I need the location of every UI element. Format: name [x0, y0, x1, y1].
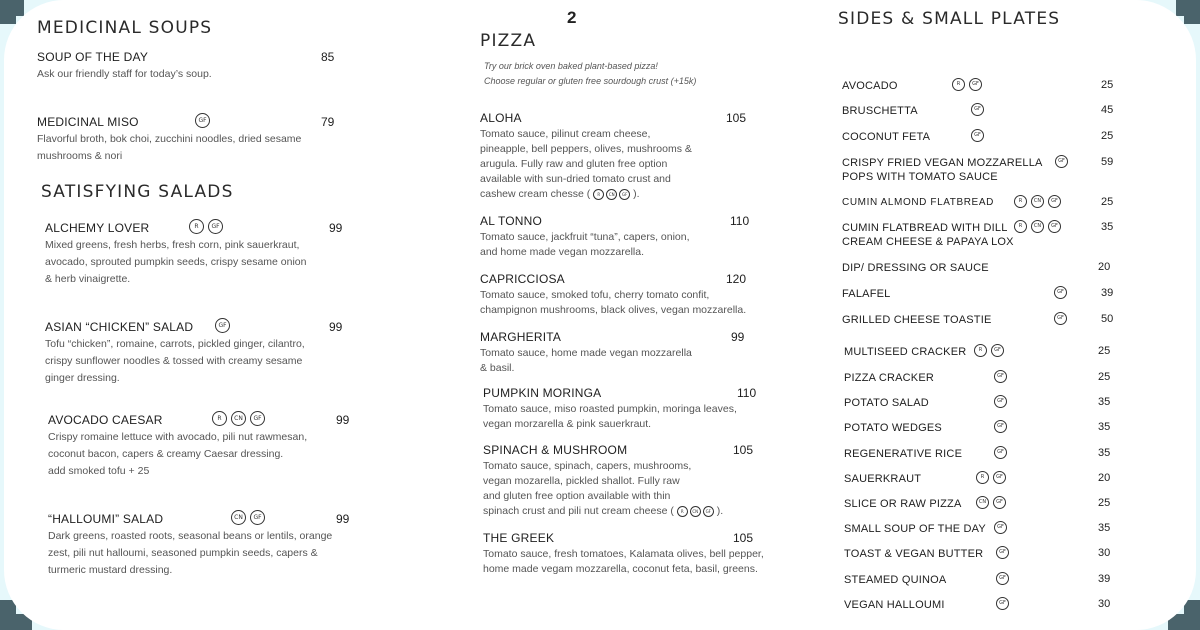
section-title-pizza: PIZZA [480, 31, 537, 51]
desc-line: add smoked tofu + 25 [48, 465, 150, 477]
item-description [480, 127, 750, 202]
dietary-badges [971, 129, 984, 142]
item-price: 25 [1098, 371, 1111, 383]
item-name-line-2: POPS WITH TOMATO SAUCE [842, 171, 998, 183]
desc-line: zest, pili nut halloumi, seasoned pumpkin seeds, capers & [48, 547, 318, 559]
item-price: 35 [1098, 522, 1111, 534]
menu-item-aloha [480, 111, 750, 202]
intro-line: Try our brick oven baked plant-based pizza! [484, 61, 658, 71]
item-price: 25 [1101, 130, 1114, 142]
item-description [483, 459, 763, 519]
item-name: AVOCADO [842, 80, 898, 92]
item-price: 25 [1101, 196, 1114, 208]
item-description: Ask our friendly staff for today’s soup. [37, 68, 212, 80]
side-item-toast-vegan-butter [844, 547, 1124, 561]
side-item-crispy-fried-vegan-mozzarella-pops [842, 156, 1122, 184]
dietary-badges [952, 78, 982, 91]
dietary-badges [976, 496, 1006, 509]
desc-line: Dark greens, roasted roots, seasonal beans or lentils, orange [48, 530, 333, 542]
menu-item-asian-chicken-salad [45, 320, 355, 387]
item-price: 110 [737, 386, 757, 400]
desc-line: mushrooms & nori [37, 150, 123, 162]
contains-nuts-icon: CN [606, 189, 617, 200]
side-item-vegan-halloumi [844, 598, 1124, 612]
item-name: GRILLED CHEESE TOASTIE [842, 314, 992, 326]
gluten-free-icon: GF [996, 546, 1009, 559]
item-name: COCONUT FETA [842, 131, 931, 143]
dietary-badges [994, 521, 1007, 534]
item-price: 30 [1098, 547, 1111, 559]
gluten-free-icon: GF [994, 395, 1007, 408]
desc-line: and home made vegan mozzarella. [480, 246, 645, 258]
gluten-free-icon: GF [971, 103, 984, 116]
desc-line: Tomato sauce, jackfruit “tuna”, capers, onion, [480, 231, 690, 243]
item-name: POTATO SALAD [844, 397, 929, 409]
side-item-bruschetta [842, 104, 1122, 118]
dietary-badges [974, 344, 1004, 357]
desc-line: spinach crust and pili nut cream cheese ( R CN GF ). [483, 505, 724, 517]
dietary-badges [1014, 195, 1061, 208]
corner-decoration-top-right-step [1184, 16, 1200, 24]
item-description [48, 429, 358, 480]
item-price: 99 [336, 413, 350, 427]
item-price: 35 [1098, 396, 1111, 408]
gluten-free-icon: GF [994, 370, 1007, 383]
item-name: VEGAN HALLOUMI [844, 599, 945, 611]
item-name: AVOCADO CAESAR [48, 413, 163, 427]
desc-line: Mixed greens, fresh herbs, fresh corn, pink sauerkraut, [45, 239, 300, 251]
dietary-badges [593, 189, 630, 200]
raw-icon: R [974, 344, 987, 357]
gluten-free-icon: GF [619, 189, 630, 200]
desc-line: and gluten free option available with thin [483, 490, 671, 502]
side-item-coconut-feta [842, 130, 1122, 144]
item-price: 39 [1098, 573, 1111, 585]
raw-icon: R [1014, 195, 1027, 208]
item-name: REGENERATIVE RICE [844, 448, 963, 460]
item-name: STEAMED QUINOA [844, 574, 947, 586]
contains-nuts-icon: CN [1031, 195, 1044, 208]
corner-decoration-top-left [0, 0, 24, 16]
side-item-multiseed-cracker [844, 345, 1124, 359]
desc-line: arugula. Fully raw and gluten free option [480, 158, 668, 170]
item-name: TOAST & VEGAN BUTTER [844, 548, 984, 560]
menu-item-medicinal-miso [37, 115, 347, 165]
desc-line: pineapple, bell peppers, olives, mushrooms & [480, 143, 692, 155]
item-price: 39 [1101, 287, 1114, 299]
side-item-cumin-almond-flatbread [842, 196, 1122, 210]
contains-nuts-icon: CN [1031, 220, 1044, 233]
menu-item-spinach-mushroom [483, 443, 763, 519]
item-price: 50 [1101, 313, 1114, 325]
desc-line: Tomato sauce, spinach, capers, mushrooms, [483, 460, 692, 472]
dietary-badges [994, 420, 1007, 433]
gluten-free-icon: GF [1048, 195, 1061, 208]
item-price: 99 [329, 320, 343, 334]
gluten-free-icon: GF [991, 344, 1004, 357]
desc-line: home made vegam mozzarella, coconut feta, basil, greens. [483, 563, 758, 575]
gluten-free-icon: GF [1054, 286, 1067, 299]
gluten-free-icon: GF [996, 572, 1009, 585]
side-item-cumin-flatbread-dill-cream-cheese [842, 221, 1122, 249]
item-name: MARGHERITA [480, 330, 562, 344]
gluten-free-icon: GF [703, 506, 714, 517]
item-price: 105 [733, 531, 754, 545]
dietary-badges [996, 546, 1009, 559]
item-description [480, 230, 750, 260]
corner-decoration-top-left-step [0, 16, 16, 24]
desc-line: cashew cream chesse ( R CN GF ). [480, 188, 640, 200]
desc-line: Tomato sauce, fresh tomatoes, Kalamata olives, bell pepper, [483, 548, 764, 560]
desc-line: available with sun-dried tomato crust and [480, 173, 671, 185]
item-name: CRISPY FRIED VEGAN MOZZARELLA [842, 157, 1043, 169]
item-price: 35 [1098, 447, 1111, 459]
desc-line: ginger dressing. [45, 372, 120, 384]
item-name: FALAFEL [842, 288, 891, 300]
item-price: 99 [731, 330, 745, 344]
side-item-falafel [842, 287, 1122, 301]
desc-line: & herb vinaigrette. [45, 273, 131, 285]
item-price: 120 [726, 272, 747, 286]
item-price: 45 [1101, 104, 1114, 116]
gluten-free-icon: GF [1054, 312, 1067, 325]
dietary-badges [996, 572, 1009, 585]
item-name: PIZZA CRACKER [844, 372, 935, 384]
dietary-badges [215, 318, 230, 333]
item-name-line-2: CREAM CHEESE & PAPAYA LOX [842, 236, 1014, 248]
side-item-slice-or-raw-pizza [844, 497, 1124, 511]
dietary-badges [1054, 286, 1067, 299]
item-price: 79 [321, 115, 335, 129]
section-title-soups: MEDICINAL SOUPS [37, 18, 213, 38]
contains-nuts-icon: CN [231, 411, 246, 426]
menu-item-halloumi-salad [48, 512, 358, 579]
item-price: 105 [733, 443, 754, 457]
section-title-sides: SIDES & SMALL PLATES [838, 9, 1061, 29]
side-item-potato-salad [844, 396, 1124, 410]
item-name: CUMIN ALMOND FLATBREAD [842, 197, 994, 208]
dietary-badges [994, 370, 1007, 383]
item-description [483, 547, 768, 577]
item-name: SLICE OR RAW PIZZA [844, 498, 962, 510]
item-description [480, 288, 760, 318]
side-item-steamed-quinoa [844, 573, 1124, 587]
side-item-small-soup-of-the-day [844, 522, 1124, 536]
gluten-free-icon: GF [993, 471, 1006, 484]
item-name: CUMIN FLATBREAD WITH DILL [842, 222, 1008, 234]
item-name: DIP/ DRESSING OR SAUCE [842, 262, 989, 274]
item-price: 35 [1101, 221, 1114, 233]
gluten-free-icon: GF [971, 129, 984, 142]
side-item-sauerkraut [844, 472, 1124, 486]
item-name: CAPRICCIOSA [480, 272, 565, 286]
item-price: 25 [1101, 79, 1114, 91]
menu-item-pumpkin-moringa [483, 386, 763, 432]
item-name: AL TONNO [480, 214, 543, 228]
item-name: “HALLOUMI” SALAD [48, 512, 164, 526]
desc-line: Tomato sauce, home made vegan mozzarella [480, 347, 692, 359]
contains-nuts-icon: CN [231, 510, 246, 525]
desc-line: Tomato sauce, pilinut cream cheese, [480, 128, 651, 140]
gluten-free-icon: GF [208, 219, 223, 234]
item-name: POTATO WEDGES [844, 422, 942, 434]
item-price: 25 [1098, 497, 1111, 509]
item-price: 105 [726, 111, 747, 125]
page-number: 2 [567, 8, 577, 27]
item-description [480, 346, 750, 376]
desc-line: coconut bacon, capers & creamy Caesar dressing. [48, 448, 284, 460]
dietary-badges [996, 597, 1009, 610]
menu-item-margherita [480, 330, 750, 376]
gluten-free-icon: GF [1055, 155, 1068, 168]
desc-line: Tomato sauce, smoked tofu, cherry tomato confit, [480, 289, 710, 301]
item-price: 35 [1098, 421, 1111, 433]
menu-item-avocado-caesar [48, 413, 358, 480]
desc-line: Crispy romaine lettuce with avocado, pili nut rawmesan, [48, 431, 308, 443]
raw-icon: R [677, 506, 688, 517]
gluten-free-icon: GF [969, 78, 982, 91]
item-name: ALCHEMY LOVER [45, 221, 150, 235]
item-description [48, 528, 358, 579]
raw-icon: R [1014, 220, 1027, 233]
item-name: ASIAN “CHICKEN” SALAD [45, 320, 194, 334]
item-name: ALOHA [480, 111, 522, 125]
dietary-badges [1055, 155, 1068, 168]
side-item-potato-wedges [844, 421, 1124, 435]
item-description [483, 402, 763, 432]
item-name: SPINACH & MUSHROOM [483, 443, 628, 457]
item-name: SMALL SOUP OF THE DAY [844, 523, 986, 535]
item-description [37, 131, 347, 165]
dietary-badges [1014, 220, 1061, 233]
dietary-badges [1054, 312, 1067, 325]
desc-line: turmeric mustard dressing. [48, 564, 173, 576]
gluten-free-icon: GF [1048, 220, 1061, 233]
item-price: 30 [1098, 598, 1111, 610]
item-price: 20 [1098, 472, 1111, 484]
pizza-intro [484, 59, 696, 89]
desc-line: Tofu “chicken”, romaine, carrots, pickled ginger, cilantro, [45, 338, 305, 350]
item-price: 85 [321, 50, 335, 64]
item-price: 25 [1098, 345, 1111, 357]
item-price: 110 [730, 214, 750, 228]
side-item-regenerative-rice [844, 447, 1124, 461]
gluten-free-icon: GF [994, 446, 1007, 459]
desc-line: & basil. [480, 362, 515, 374]
section-title-salads: SATISFYING SALADS [41, 182, 234, 202]
gluten-free-icon: GF [250, 510, 265, 525]
gluten-free-icon: GF [195, 113, 210, 128]
item-name: SAUERKRAUT [844, 473, 922, 485]
dietary-badges [195, 113, 210, 128]
item-description [45, 237, 355, 288]
desc-line: vegan mozarella, pickled shallot. Fully raw [483, 475, 680, 487]
dietary-badges [976, 471, 1006, 484]
side-item-grilled-cheese-toastie [842, 313, 1122, 327]
dietary-badges [212, 411, 265, 426]
raw-icon: R [976, 471, 989, 484]
item-price: 99 [336, 512, 350, 526]
item-name: SOUP OF THE DAY [37, 50, 149, 64]
desc-line: Flavorful broth, bok choi, zucchini noodles, dried sesame [37, 133, 302, 145]
dietary-badges [231, 510, 265, 525]
dietary-badges [677, 506, 714, 517]
corner-decoration-top-right [1176, 0, 1200, 16]
desc-line: avocado, sprouted pumpkin seeds, crispy sesame onion [45, 256, 307, 268]
item-name: MULTISEED CRACKER [844, 346, 967, 358]
desc-line: Tomato sauce, miso roasted pumpkin, moringa leaves, [483, 403, 737, 415]
item-name: BRUSCHETTA [842, 105, 918, 117]
item-name: PUMPKIN MORINGA [483, 386, 602, 400]
menu-item-the-greek [483, 531, 768, 577]
dietary-badges [994, 446, 1007, 459]
intro-line: Choose regular or gluten free sourdough crust (+15k) [484, 76, 697, 86]
item-price: 20 [1098, 261, 1111, 273]
dietary-badges [994, 395, 1007, 408]
desc-line: crispy sunflower noodles & tossed with creamy sesame [45, 355, 303, 367]
menu-item-soup-of-the-day [37, 50, 337, 83]
raw-icon: R [189, 219, 204, 234]
desc-line: champignon mushrooms, black olives, vegan mozzarella. [480, 304, 747, 316]
item-name: MEDICINAL MISO [37, 115, 139, 129]
dietary-badges [971, 103, 984, 116]
item-price: 59 [1101, 156, 1114, 168]
side-item-avocado [842, 79, 1122, 93]
side-item-pizza-cracker [844, 371, 1124, 385]
gluten-free-icon: GF [250, 411, 265, 426]
gluten-free-icon: GF [996, 597, 1009, 610]
item-price: 99 [329, 221, 343, 235]
gluten-free-icon: GF [994, 521, 1007, 534]
gluten-free-icon: GF [215, 318, 230, 333]
menu-page [4, 0, 1196, 630]
raw-icon: R [212, 411, 227, 426]
menu-item-alchemy-lover [45, 221, 355, 288]
gluten-free-icon: GF [993, 496, 1006, 509]
dietary-badges [189, 219, 223, 234]
side-item-dip-dressing-sauce [842, 261, 1122, 275]
gluten-free-icon: GF [994, 420, 1007, 433]
item-description [45, 336, 355, 387]
desc-line: vegan morzarella & pink sauerkraut. [483, 418, 652, 430]
raw-icon: R [952, 78, 965, 91]
menu-item-capricciosa [480, 272, 760, 318]
raw-icon: R [593, 189, 604, 200]
item-name: THE GREEK [483, 531, 555, 545]
contains-nuts-icon: CN [976, 496, 989, 509]
menu-item-al-tonno [480, 214, 750, 260]
contains-nuts-icon: CN [690, 506, 701, 517]
